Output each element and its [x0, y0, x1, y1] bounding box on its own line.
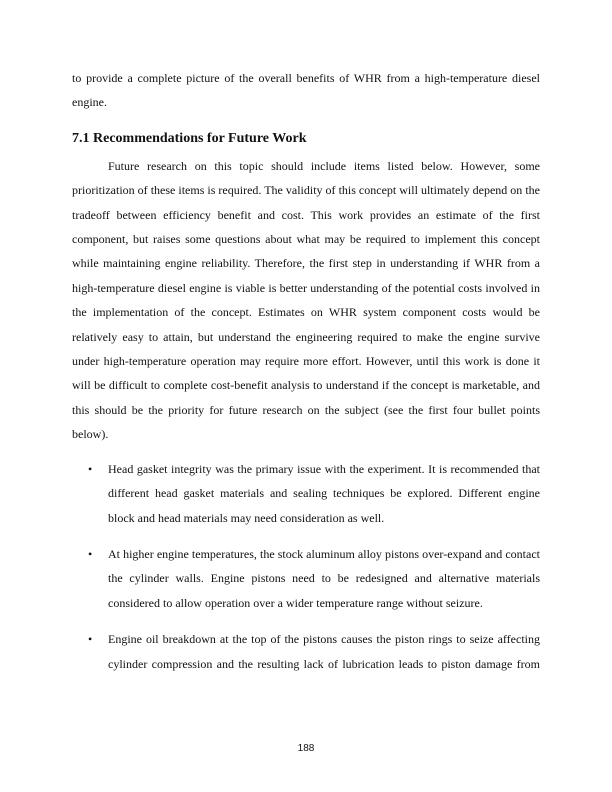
list-item	[72, 627, 540, 676]
list-item	[72, 457, 540, 530]
bullet-icon: •	[88, 546, 93, 561]
list-item-text: Engine oil breakdown at the top of the pistons causes the piston rings to seize affecting cylinder compression and the resulting lack of lubrication leads to piston damage from	[108, 632, 540, 671]
recommendations-list	[72, 457, 540, 676]
continuation-paragraph: to provide a complete picture of the overall benefits of WHR from a high-temperature diesel engine.	[72, 71, 540, 110]
list-item-text: Head gasket integrity was the primary issue with the experiment. It is recommended that different head gasket materials and sealing techniques be explored. Different engine block and head materials may need consideration as well.	[108, 461, 540, 525]
list-item	[72, 542, 540, 615]
section-heading: 7.1 Recommendations for Future Work	[72, 130, 307, 146]
intro-paragraph: Future research on this topic should include items listed below. However, some prioritization of these items is required. The validity of this concept will ultimately depend on the tradeoff between efficiency benefit and cost. This work provides an estimate of the first component, but raises some questions about what may be required to implement this concept while maintaining engine reliability. Therefore, the first step in understanding if WHR from a high-temperature diesel engine is viable is better understanding of the potential costs involved in the implementation of the concept. Estimates on WHR system component costs would be relatively easy to attain, but understand the engineering required to make the engine survive under high-temperature operation may require more effort. However, until this work is done it will be difficult to complete cost-benefit analysis to understand if the concept is marketable, and this should be the priority for future research on the subject (see the first four bullet points below).	[72, 158, 540, 442]
bullet-icon: •	[88, 632, 93, 647]
page-body	[72, 66, 540, 688]
page-number: 188	[297, 743, 315, 754]
list-item-text: At higher engine temperatures, the stock aluminum alloy pistons over-expand and contact the cylinder walls. Engine pistons need to be redesigned and alternative materials considered to allow operation over a wider temperature range without seizure.	[108, 546, 540, 610]
bullet-icon: •	[88, 461, 93, 476]
